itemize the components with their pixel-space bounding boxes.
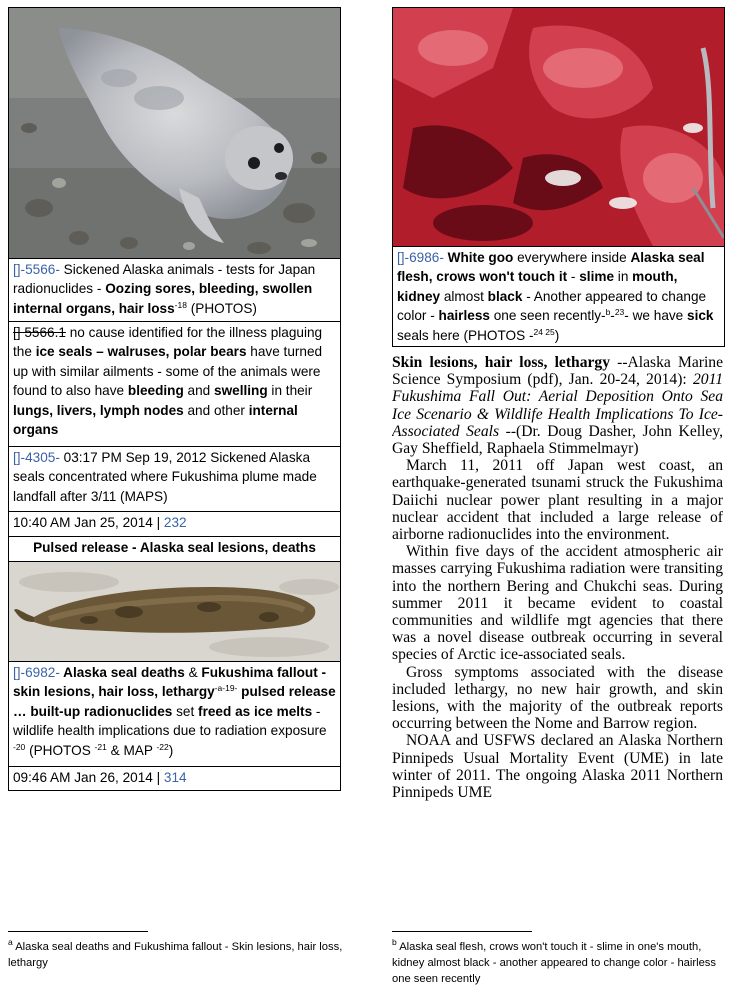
view-count-link[interactable]: 232 [163, 515, 187, 530]
item-id-link[interactable]: []-4305- [13, 450, 60, 465]
article-paragraph: Within five days of the accident atmospheric air masses carrying Fukushima radiation were transiting into the northern Bering and Chukchi seas. During summer 2011 it became evident to coastal communities and wildlife mgt agencies that there was a novel disease outbreak occurring in several species of Arctic ice-associated seals. [392, 543, 723, 664]
article-body [392, 354, 723, 914]
item-5566: []-5566- Sickened Alaska animals - tests for Japan radionuclides - Oozing sores, bleeding, swollen internal organs, hair loss$^{-18}$ (PHOTOS) [8, 258, 341, 322]
item-id-link[interactable]: []-5566- [13, 262, 60, 277]
footnote-b: $^b$ Alaska seal flesh, crows won't touch it - slime in one's mouth, kidney almost black - another appeared to change color - hairless one seen recently [392, 937, 716, 986]
timestamp-row: 10:40 AM Jan 25, 2014 | 232 [8, 511, 341, 537]
article-paragraph: March 11, 2011 off Japan west coast, an earthquake-generated tsunami struck the Fukushima Daiichi nuclear power plant resulting in a major nuclear accident that included a large release of airborne radionuclides into the environment. [392, 457, 723, 544]
item-id-link[interactable]: []-6982- [13, 665, 60, 680]
footnote-rule [8, 931, 148, 932]
seal-flesh-photo [392, 7, 725, 247]
footnote-a: $^a$ Alaska seal deaths and Fukushima fallout - Skin lesions, hair loss, lethargy [8, 937, 343, 970]
item-6986: []-6986- White goo everywhere inside Alaska seal flesh, crows won't touch it - slime in mouth, kidney almost black - Another appeared to change color - hairless one seen recently-$^b$-$^{23}$- we have sick seals here (PHOTOS -$^{24 25}$) [392, 246, 725, 347]
article-paragraph: Gross symptoms associated with the disease included lethargy, no new hair growth, and skin lesions, with the majority of the outbreak reports occurring between the Nome and Barrow region. [392, 663, 723, 733]
dead-seal-photo [8, 561, 341, 662]
section-heading: Pulsed release - Alaska seal lesions, deaths [8, 536, 341, 562]
item-5566-1: [] 5566.1 no cause identified for the illness plaguing the ice seals – walruses, polar bears have turned up with similar ailments - some of the animals were found to also have bleeding and swelling in their lungs, livers, lymph nodes and other internal organs [8, 321, 341, 447]
item-id-struck: [] 5566.1 [13, 325, 66, 340]
item-6982: []-6982- Alaska seal deaths & Fukushima fallout - skin lesions, hair loss, lethargy$^{-a-19-}$ pulsed release … built-up radionuclides set freed as ice melts - wildlife health implications due to radiation exposure $^{-20}$ (PHOTOS $^{-21}$ & MAP $^{-22}$) [8, 661, 341, 767]
view-count-link[interactable]: 314 [163, 770, 187, 785]
article-lead: Skin lesions, hair loss, lethargy --Alaska Marine Science Symposium (pdf), Jan. 20-24, 2014): 2011 Fukushima Fall Out: Aerial Deposition Onto Sea Ice Scenario & Wildlife Health Implications To Ice-Associated Seals --(Dr. Doug Dasher, John Kelley, Gay Sheffield, Raphaela Stimmelmayr) [392, 354, 723, 458]
seal-pup-photo [8, 7, 341, 259]
item-id-link[interactable]: []-6986- [397, 250, 444, 265]
item-4305: []-4305- 03:17 PM Sep 19, 2012 Sickened Alaska seals concentrated where Fukushima plume made landfall after 3/11 (MAPS) [8, 446, 341, 512]
article-paragraph: NOAA and USFWS declared an Alaska Northern Pinnipeds Usual Mortality Event (UME) in late winter of 2011. The ongoing Alaska 2011 Northern Pinnipeds UME [392, 732, 723, 802]
timestamp-row: 09:46 AM Jan 26, 2014 | 314 [8, 766, 341, 791]
footnote-rule [392, 931, 532, 932]
